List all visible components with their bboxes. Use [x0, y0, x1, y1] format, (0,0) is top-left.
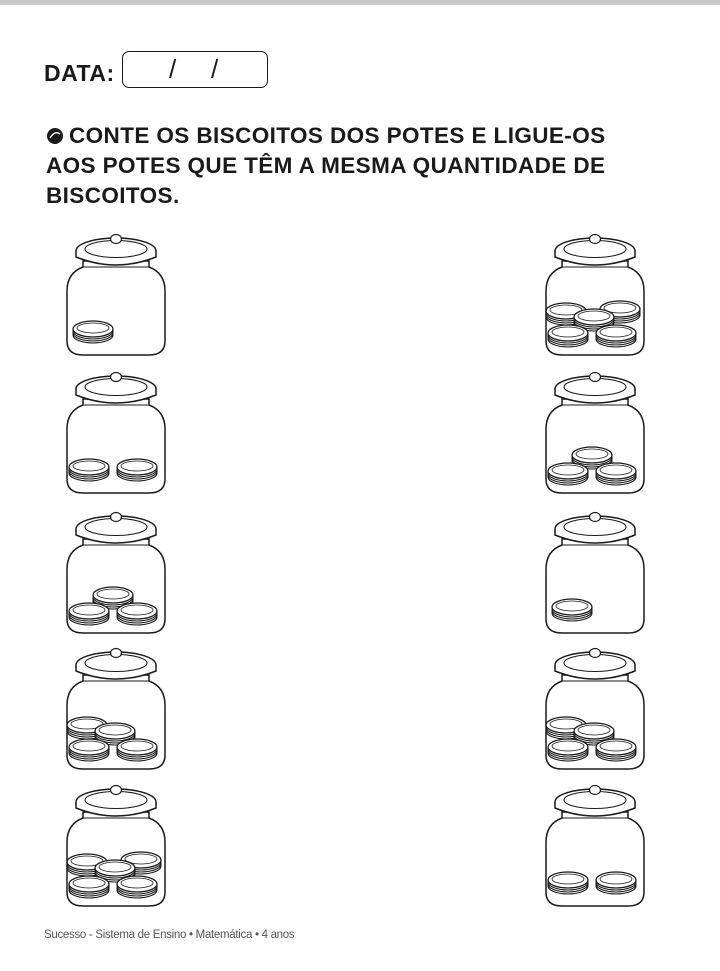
- date-separator-2: /: [211, 54, 219, 84]
- cookie-or-lid-shape: [590, 786, 601, 795]
- instruction-line-3: BISCOITOS.: [46, 183, 180, 208]
- cookie-or-lid-shape: [117, 876, 157, 892]
- date-label: DATA:: [44, 60, 115, 86]
- jar-left-4[interactable]: [61, 643, 171, 773]
- cookie-or-lid-shape: [117, 739, 157, 755]
- cookie-or-lid-shape: [117, 603, 157, 619]
- jar-right-1[interactable]: [540, 229, 650, 359]
- date-field[interactable]: [122, 51, 268, 88]
- cookie-or-lid-shape: [111, 235, 122, 244]
- date-separator-1: /: [169, 54, 177, 84]
- cookie-or-lid-shape: [590, 513, 601, 522]
- cookie-or-lid-shape: [552, 599, 592, 615]
- cookie-or-lid-shape: [95, 860, 135, 876]
- instruction-line-1: CONTE OS BISCOITOS DOS POTES E LIGUE-OS: [69, 123, 606, 148]
- cookie-or-lid-shape: [590, 235, 601, 244]
- cookie-or-lid-shape: [548, 872, 588, 888]
- cookie-or-lid-shape: [69, 603, 109, 619]
- jar-left-5[interactable]: [61, 780, 171, 910]
- cookie-or-lid-shape: [548, 739, 588, 755]
- cookie-or-lid-shape: [111, 373, 122, 382]
- instruction-line-2: AOS POTES QUE TÊM A MESMA QUANTIDADE DE: [46, 153, 606, 178]
- cookie-or-lid-shape: [111, 649, 122, 658]
- jar-right-4[interactable]: [540, 643, 650, 773]
- jar-right-5[interactable]: [540, 780, 650, 910]
- cookie-or-lid-shape: [111, 786, 122, 795]
- cookie-or-lid-shape: [93, 587, 133, 603]
- cookie-or-lid-shape: [111, 513, 122, 522]
- footer-text: Sucesso - Sistema de Ensino • Matemática • 4 anos: [44, 929, 295, 941]
- instruction-text: [46, 121, 686, 211]
- cookie-or-lid-shape: [95, 723, 135, 739]
- bullet-icon: [46, 127, 64, 145]
- cookie-or-lid-shape: [596, 739, 636, 755]
- jar-left-2[interactable]: [61, 367, 171, 497]
- cookie-or-lid-shape: [69, 739, 109, 755]
- jar-left-1[interactable]: [61, 229, 171, 359]
- jar-left-3[interactable]: [61, 507, 171, 637]
- cookie-or-lid-shape: [590, 373, 601, 382]
- jar-right-3[interactable]: [540, 507, 650, 637]
- cookie-or-lid-shape: [69, 876, 109, 892]
- cookie-or-lid-shape: [574, 723, 614, 739]
- cookie-or-lid-shape: [590, 649, 601, 658]
- top-rule: [0, 0, 720, 5]
- cookie-or-lid-shape: [596, 872, 636, 888]
- jar-right-2[interactable]: [540, 367, 650, 497]
